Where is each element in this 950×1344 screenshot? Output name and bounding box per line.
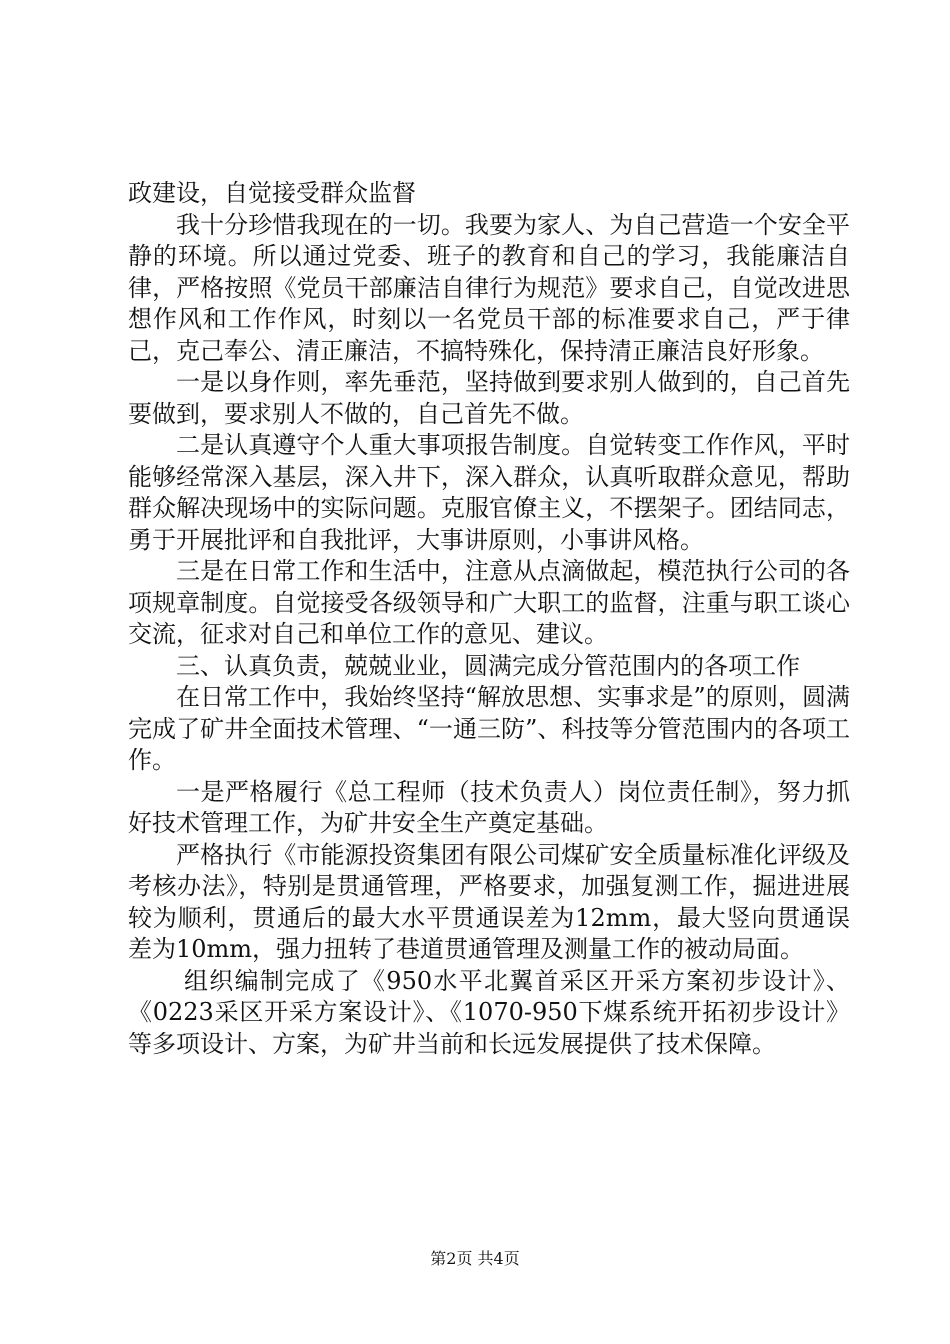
section-heading-three: 三、认真负责，兢兢业业，圆满完成分管范围内的各项工作 xyxy=(176,651,800,680)
page-number: 第2页 共4页 xyxy=(430,1249,520,1268)
paragraph-standards: 严格执行《市能源投资集团有限公司煤矿安全质量标准化评级及考核办法》，特别是贯通管理，严格要求，加强复测工作，掘进进展较为顺利，贯通后的最大水平贯通误差为12mm，最大竖向贯通误差为10mm，强力扭转了巷道贯通管理及测量工作的被动局面。 xyxy=(128,840,850,963)
document-body xyxy=(128,178,850,1060)
paragraph-point-three: 三是在日常工作和生活中，注意从点滴做起，模范执行公司的各项规章制度。自觉接受各级领导和广大职工的监督，注重与职工谈心交流，征求对自己和单位工作的意见、建议。 xyxy=(128,557,850,648)
paragraph-continuation: 政建设，自觉接受群众监督 xyxy=(128,179,416,207)
paragraph-responsibility: 一是严格履行《总工程师（技术负责人）岗位责任制》，努力抓好技术管理工作，为矿井安全生产奠定基础。 xyxy=(128,777,850,837)
paragraph-designs: 组织编制完成了《950水平北翼首采区开采方案初步设计》、《0223采区开采方案设计》、《1070-950下煤系统开拓初步设计》等多项设计、方案，为矿井当前和长远发展提供了技术保障。 xyxy=(128,966,850,1058)
paragraph-self-discipline: 我十分珍惜我现在的一切。我要为家人、为自己营造一个安全平静的环境。所以通过党委、班子的教育和自己的学习，我能廉洁自律，严格按照《党员干部廉洁自律行为规范》要求自己，自觉改进思想作风和工作作风，时刻以一名党员干部的标准要求自己，严于律己，克己奉公、清正廉洁，不搞特殊化，保持清正廉洁良好形象。 xyxy=(128,210,850,365)
paragraph-point-two: 二是认真遵守个人重大事项报告制度。自觉转变工作作风，平时能够经常深入基层，深入井下，深入群众，认真听取群众意见，帮助群众解决现场中的实际问题。克服官僚主义，不摆架子。团结同志，勇于开展批评和自我批评，大事讲原则，小事讲风格。 xyxy=(128,431,850,554)
paragraph-point-one: 一是以身作则，率先垂范，坚持做到要求别人做到的，自己首先要做到，要求别人不做的，自己首先不做。 xyxy=(128,368,850,428)
paragraph-daily-work: 在日常工作中，我始终坚持“解放思想、实事求是”的原则，圆满完成了矿井全面技术管理、“一通三防”、科技等分管范围内的各项工作。 xyxy=(128,683,850,774)
